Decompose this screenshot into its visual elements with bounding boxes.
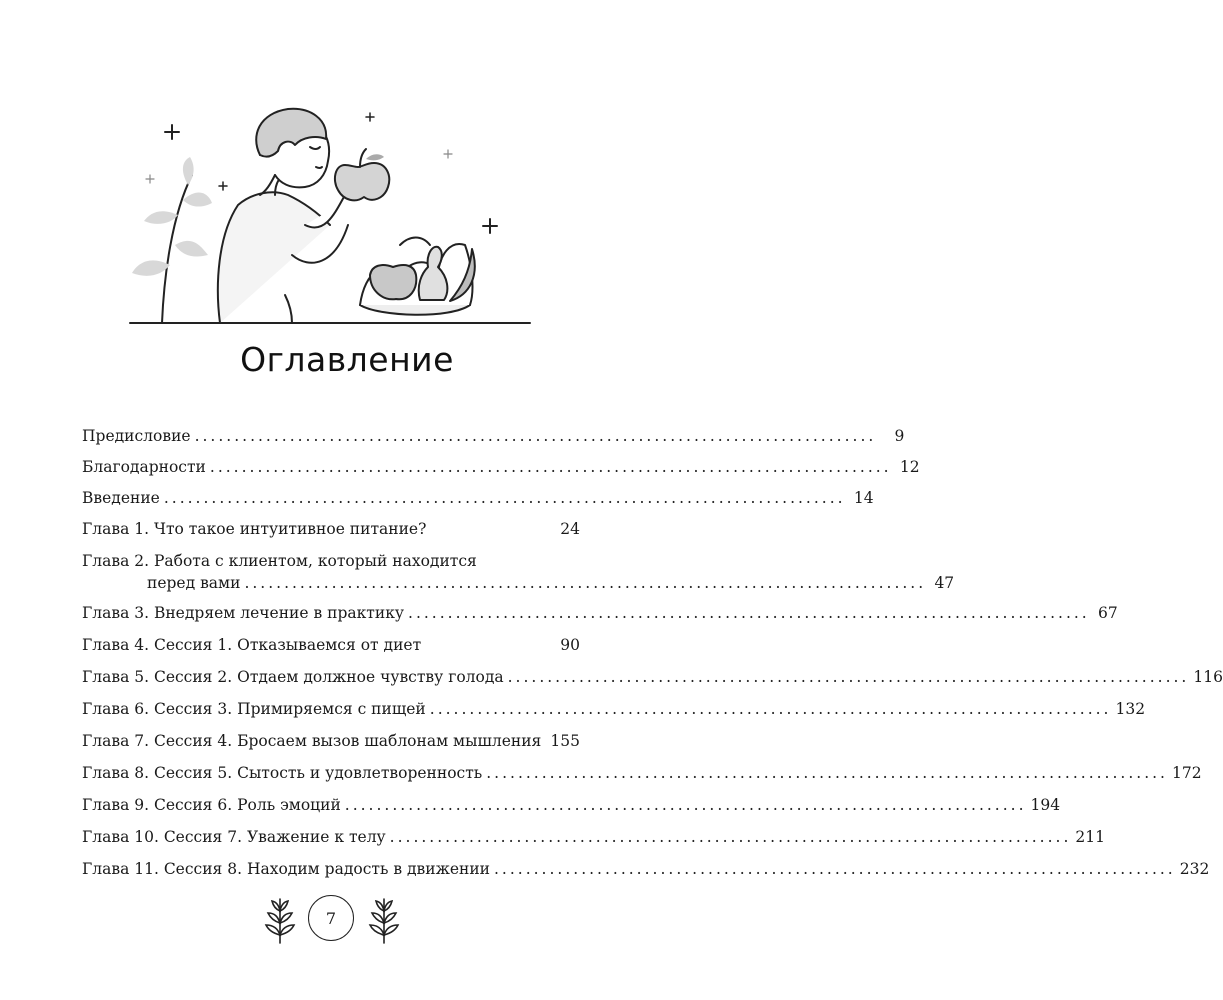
dot-leader: ...................................................................................... bbox=[244, 574, 927, 592]
toc-entry[interactable] bbox=[82, 456, 920, 478]
toc-label: Глава 11. Сессия 8. Находим радость в движении bbox=[82, 860, 490, 878]
dot-leader: ...................................................................................... bbox=[429, 700, 1112, 718]
toc-page: 90 bbox=[560, 636, 580, 654]
toc-label: Благодарности bbox=[82, 458, 206, 476]
toc-entry[interactable] bbox=[82, 858, 1210, 880]
dot-leader: ...................................................................................... bbox=[494, 860, 1176, 878]
toc-entry[interactable] bbox=[82, 602, 1118, 624]
toc-page: 132 bbox=[1115, 700, 1146, 718]
toc-label: Глава 1. Что такое интуитивное питание? bbox=[82, 520, 427, 538]
toc-label: Глава 6. Сессия 3. Примиряемся с пищей bbox=[82, 700, 426, 718]
toc-page: 211 bbox=[1075, 828, 1105, 846]
toc-label: Глава 9. Сессия 6. Роль эмоций bbox=[82, 796, 341, 814]
toc-page: 9 bbox=[894, 427, 905, 445]
toc-label-continued: перед вами bbox=[147, 574, 241, 592]
toc-label: Глава 4. Сессия 1. Отказываемся от диет bbox=[82, 636, 422, 654]
toc-entry[interactable] bbox=[82, 518, 580, 540]
toc-page: 24 bbox=[560, 520, 580, 538]
toc-entry[interactable] bbox=[82, 550, 955, 594]
toc-page: 155 bbox=[550, 732, 580, 750]
toc-entry[interactable] bbox=[82, 730, 580, 752]
plant-icon bbox=[132, 157, 212, 323]
toc-label: Глава 3. Внедряем лечение в практику bbox=[82, 604, 405, 622]
dot-leader bbox=[545, 730, 546, 752]
toc-page: 67 bbox=[1098, 604, 1118, 622]
toc-entry[interactable] bbox=[82, 794, 1061, 816]
toc-page: 116 bbox=[1193, 668, 1223, 686]
dot-leader: ...................................................................................... bbox=[344, 796, 1027, 814]
toc-entry[interactable] bbox=[82, 666, 1223, 688]
apple-icon bbox=[335, 149, 389, 200]
toc-page: 194 bbox=[1030, 796, 1061, 814]
toc-entry[interactable] bbox=[82, 826, 1105, 848]
header-illustration bbox=[120, 95, 540, 330]
dot-leader: ...................................................................................... bbox=[408, 604, 1090, 622]
toc-label: Глава 8. Сессия 5. Сытость и удовлетворенность bbox=[82, 764, 483, 782]
toc-label: Глава 2. Работа с клиентом, который находится bbox=[82, 552, 477, 570]
laurel-left-icon bbox=[262, 897, 298, 945]
page-title: Оглавление bbox=[240, 340, 454, 379]
dot-leader: ...................................................................................... bbox=[209, 458, 892, 476]
dot-leader: ...................................................................................... bbox=[194, 427, 877, 445]
toc-entry[interactable] bbox=[82, 425, 905, 447]
toc-entry[interactable] bbox=[82, 634, 580, 656]
toc-page: 172 bbox=[1171, 764, 1202, 782]
toc-entry[interactable] bbox=[82, 698, 1146, 720]
toc-page: 12 bbox=[899, 458, 920, 476]
toc-label: Глава 10. Сессия 7. Уважение к телу bbox=[82, 828, 386, 846]
dot-leader: ...................................................................................... bbox=[163, 489, 846, 507]
toc-page: 232 bbox=[1179, 860, 1210, 878]
dot-leader: ...................................................................................... bbox=[486, 764, 1168, 782]
laurel-right-icon bbox=[366, 897, 402, 945]
dot-leader: ...................................................................................... bbox=[507, 668, 1190, 686]
toc-entry[interactable] bbox=[82, 487, 874, 509]
toc-page: 14 bbox=[853, 489, 874, 507]
toc-label: Глава 7. Сессия 4. Бросаем вызов шаблонам мышления bbox=[82, 732, 542, 750]
toc-label: Предисловие bbox=[82, 427, 191, 445]
page-number: 7 bbox=[308, 895, 354, 941]
toc-label: Введение bbox=[82, 489, 160, 507]
page-footer bbox=[0, 895, 694, 955]
person-icon bbox=[218, 109, 365, 323]
toc-page: 47 bbox=[934, 574, 955, 592]
dot-leader: ...................................................................................... bbox=[389, 828, 1072, 846]
toc-entry[interactable] bbox=[82, 762, 1202, 784]
toc-label: Глава 5. Сессия 2. Отдаем должное чувству голода bbox=[82, 668, 504, 686]
fruit-bowl-icon bbox=[360, 238, 475, 315]
